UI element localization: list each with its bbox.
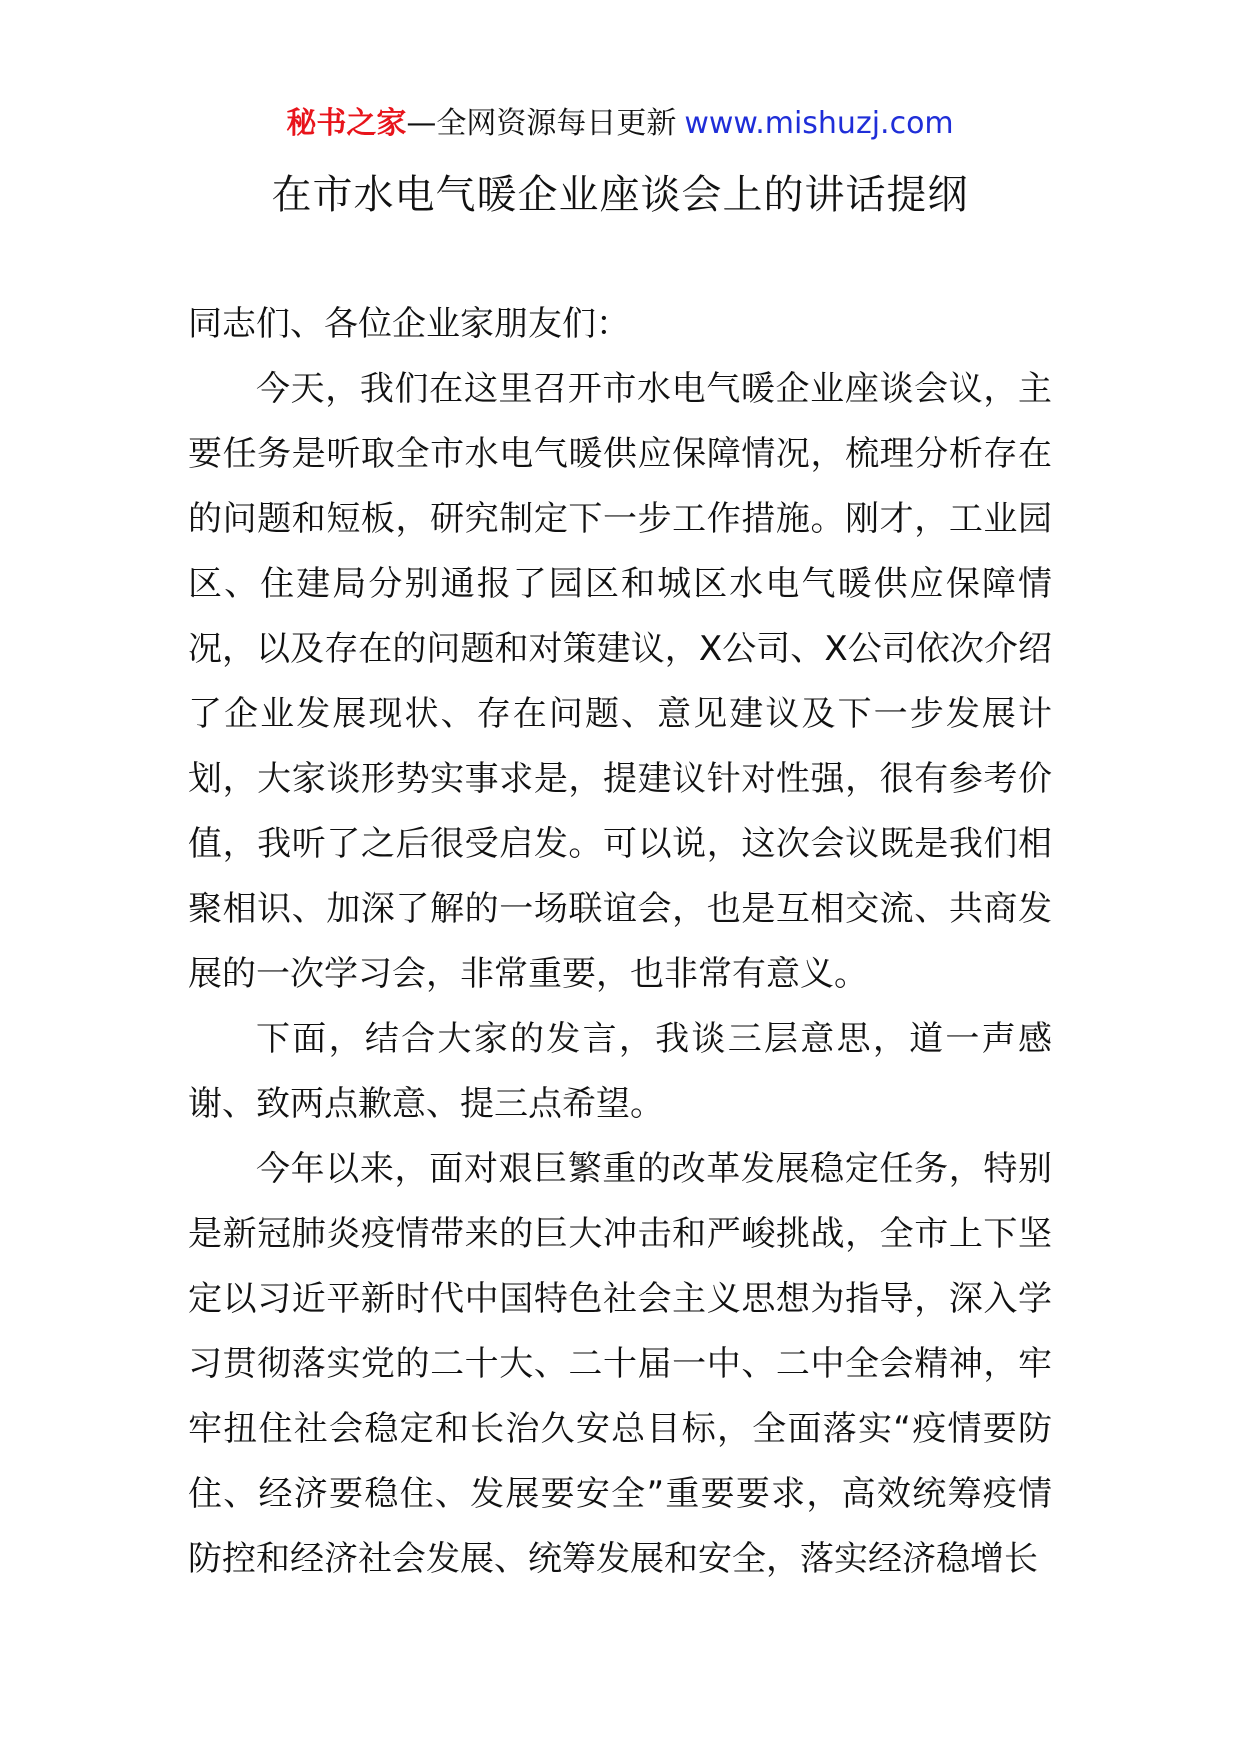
salutation: 同志们、各位企业家朋友们： <box>188 304 630 344</box>
paragraph: 今年以来，面对艰巨繁重的改革发展稳定任务，特别是新冠肺炎疫情带来的巨大冲击和严峻挑战，全市上下坚定以习近平新时代中国特色社会主义思想为指导，深入学习贯彻落实党的二十大、二十届一中、二中全会精神，牢牢扭住社会稳定和长治久安总目标，全面落实“疫情要防住、经济要稳住、发展要安全”重要要求，高效统筹疫情防控和经济社会发展、统筹发展和安全，落实经济稳增长 <box>188 1149 1052 1579</box>
paragraph: 今天，我们在这里召开市水电气暖企业座谈会议，主要任务是听取全市水电气暖供应保障情况，梳理分析存在的问题和短板，研究制定下一步工作措施。刚才，工业园区、住建局分别通报了园区和城区水电气暖供应保障情况，以及存在的问题和对策建议，X公司、X公司依次介绍了企业发展现状、存在问题、意见建议及下一步发展计划，大家谈形势实事求是，提建议针对性强，很有参考价值，我听了之后很受启发。可以说，这次会议既是我们相聚相识、加深了解的一场联谊会，也是互相交流、共商发展的一次学习会，非常重要，也非常有意义。 <box>188 369 1052 994</box>
site-header <box>0 104 1240 144</box>
site-tagline: —全网资源每日更新 <box>406 106 677 141</box>
document-title: 在市水电气暖企业座谈会上的讲话提纲 <box>271 172 969 218</box>
site-url-link[interactable]: www.mishuzj.com <box>684 106 954 141</box>
site-brand: 秘书之家 <box>286 106 407 141</box>
document-body <box>188 292 1052 1592</box>
paragraph: 下面，结合大家的发言，我谈三层意思，道一声感谢、致两点歉意、提三点希望。 <box>188 1019 1052 1124</box>
